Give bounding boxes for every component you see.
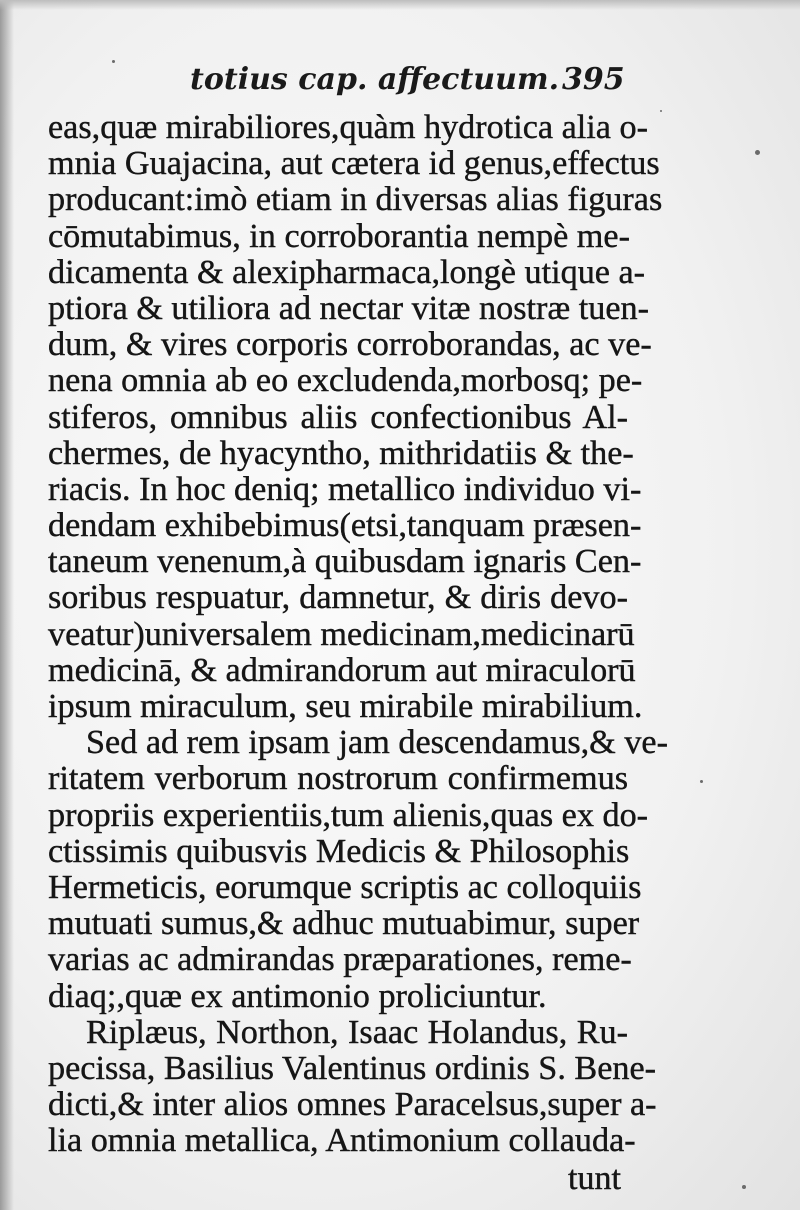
text-line: soribus respuatur, damnetur, & diris devo-: [48, 579, 628, 617]
text-line: pecissa, Basilius Valentinus ordinis S. Bene-: [48, 1049, 657, 1087]
text-line: producant:imò etiam in diversas alias figuras: [48, 181, 663, 219]
text-line: riacis. In hoc deniq; metallico individuo vi-: [48, 470, 642, 508]
text-line: varias ac admirandas præparationes, reme-: [48, 941, 632, 979]
paper-speck: [660, 110, 662, 112]
paper-speck: [700, 780, 703, 783]
text-line: propriis experientiis,tum alienis,quas ex do-: [48, 796, 649, 834]
text-line: stiferos, omnibus aliis confectionibus Al-: [48, 398, 628, 436]
gutter-shadow: [0, 0, 14, 1210]
text-line: nena omnia ab eo excludenda,morbosq; pe-: [48, 362, 643, 400]
text-line: dum, & vires corporis corroborandas, ac ve-: [48, 326, 652, 364]
catchword: tunt: [568, 1160, 621, 1197]
text-line: eas,quæ mirabiliores,quàm hydrotica alia o-: [48, 109, 649, 146]
running-head: totius cap. affectuum.: [190, 62, 560, 97]
text-line: lia omnia metallica, Antimonium collauda-: [48, 1122, 636, 1160]
text-line: taneum venenum,à quibusdam ignaris Cen-: [48, 543, 642, 581]
text-line: ritatem verborum nostrorum confirmemus: [48, 760, 628, 798]
paper-speck: [755, 150, 760, 155]
text-line: ptiora & utiliora ad nectar vitæ nostræ tuen-: [48, 289, 649, 327]
text-line: Hermeticis, eorumque scriptis ac colloquiis: [48, 868, 642, 906]
body-text: [48, 109, 668, 1160]
text-line: diaq;,quæ ex antimonio proliciuntur.: [48, 977, 547, 1015]
text-line: medicinā, & admirandorum aut miraculorū: [48, 651, 636, 689]
text-line: ipsum miraculum, seu mirabile mirabilium.: [48, 688, 643, 725]
page-number: 395: [562, 62, 625, 97]
paragraph-start-line: Sed ad rem ipsam jam descendamus,& ve-: [86, 724, 668, 762]
text-line: mutuati sumus,& adhuc mutuabimur, super: [48, 905, 640, 943]
paper-speck: [742, 1185, 746, 1189]
text-line: dicti,& inter alios omnes Paracelsus,super a-: [48, 1086, 657, 1124]
page-top-edge: [0, 0, 800, 10]
text-line: veatur)universalem medicinam,medicinarū: [48, 615, 635, 653]
paper-speck: [112, 60, 115, 63]
text-line: mnia Guajacina, aut cætera id genus,effectus: [48, 145, 660, 183]
text-line: dendam exhibebimus(etsi,tanquam præsen-: [48, 507, 642, 545]
text-line: dicamenta & alexipharmaca,longè utique a-: [48, 253, 646, 291]
text-line: cōmutabimus, in corroborantia nempè me-: [48, 217, 630, 255]
paragraph-start-line: Riplæus, Northon, Isaac Holandus, Ru-: [86, 1013, 628, 1051]
text-line: ctissimis quibusvis Medicis & Philosophis: [48, 832, 630, 870]
text-line: chermes, de hyacyntho, mithridatiis & the-: [48, 434, 634, 472]
